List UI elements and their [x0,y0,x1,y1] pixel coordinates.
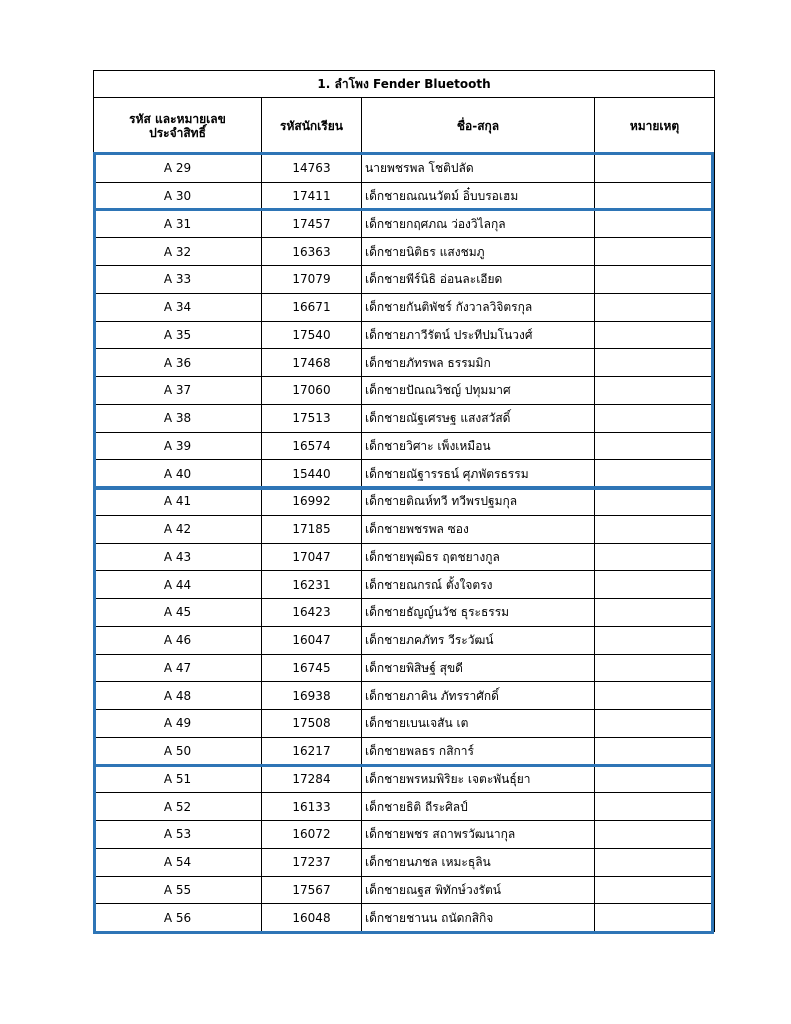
cell-student-id: 17047 [262,543,362,571]
cell-note [595,349,715,377]
cell-note [595,737,715,765]
cell-student-id: 14763 [262,155,362,183]
cell-code: A 33 [94,266,262,294]
table-row [94,571,715,599]
cell-note [595,904,715,932]
cell-student-id: 16048 [262,904,362,932]
header-note: หมายเหตุ [595,98,715,155]
cell-code: A 44 [94,571,262,599]
table-row [94,488,715,516]
cell-name: เด็กชายธิติ ถีระศิลป์ [362,793,595,821]
cell-note [595,848,715,876]
cell-student-id: 17185 [262,515,362,543]
cell-student-id: 17508 [262,710,362,738]
cell-code: A 46 [94,626,262,654]
cell-name: นายพชรพล โชติปลัด [362,155,595,183]
cell-student-id: 16423 [262,599,362,627]
table-row [94,904,715,932]
table-row [94,737,715,765]
cell-name: เด็กชายธัญญ์นวัช ธุระธรรม [362,599,595,627]
cell-code: A 51 [94,765,262,793]
cell-note [595,765,715,793]
cell-note [595,238,715,266]
cell-code: A 55 [94,876,262,904]
cell-note [595,682,715,710]
cell-code: A 52 [94,793,262,821]
cell-student-id: 17468 [262,349,362,377]
table-row [94,654,715,682]
header-name: ชื่อ-สกุล [362,98,595,155]
cell-student-id: 16363 [262,238,362,266]
table-row [94,682,715,710]
table-row [94,432,715,460]
cell-code: A 35 [94,321,262,349]
cell-code: A 29 [94,155,262,183]
cell-name: เด็กชายติณห์ทวี ทวีพรปฐมกุล [362,488,595,516]
cell-student-id: 17079 [262,266,362,294]
cell-note [595,266,715,294]
cell-name: เด็กชายพชรพล ซอง [362,515,595,543]
table-row [94,321,715,349]
table-row [94,349,715,377]
table-title: 1. ลำโพง Fender Bluetooth [94,71,715,98]
cell-student-id: 17457 [262,210,362,238]
cell-code: A 37 [94,377,262,405]
cell-name: เด็กชายพุฒิธร ฤตชยางกูล [362,543,595,571]
cell-name: เด็กชายภคภัทร วีระวัฒน์ [362,626,595,654]
cell-student-id: 15440 [262,460,362,488]
assignment-table [93,70,715,932]
cell-student-id: 17411 [262,182,362,210]
table-row [94,460,715,488]
cell-note [595,321,715,349]
cell-note [595,488,715,516]
table-row [94,710,715,738]
cell-note [595,460,715,488]
cell-name: เด็กชายพชร สถาพรวัฒนากุล [362,821,595,849]
cell-name: เด็กชายภาคิน ภัทรราศักดิ์ [362,682,595,710]
table-row [94,793,715,821]
cell-name: เด็กชายณัฐเศรษฐ แสงสวัสดิ์ [362,404,595,432]
cell-note [595,515,715,543]
cell-note [595,821,715,849]
table-body [94,155,715,932]
cell-student-id: 16992 [262,488,362,516]
cell-code: A 36 [94,349,262,377]
cell-note [595,182,715,210]
cell-note [595,432,715,460]
cell-code: A 56 [94,904,262,932]
cell-code: A 50 [94,737,262,765]
cell-name: เด็กชายกฤศภณ ว่องวิไลกุล [362,210,595,238]
cell-code: A 31 [94,210,262,238]
cell-name: เด็กชายเบนเจสัน เต [362,710,595,738]
table-row [94,238,715,266]
cell-code: A 38 [94,404,262,432]
cell-note [595,155,715,183]
table-row [94,876,715,904]
table-row [94,404,715,432]
cell-name: เด็กชายณัฐารรธน์ ศุภพัตรธรรม [362,460,595,488]
cell-name: เด็กชายภัทรพล ธรรมมิก [362,349,595,377]
cell-note [595,654,715,682]
table-row [94,765,715,793]
cell-note [595,210,715,238]
cell-note [595,404,715,432]
cell-student-id: 16938 [262,682,362,710]
cell-name: เด็กชายณฐส พิทักษ์วงรัตน์ [362,876,595,904]
cell-code: A 54 [94,848,262,876]
table-row [94,377,715,405]
cell-code: A 30 [94,182,262,210]
cell-note [595,710,715,738]
cell-code: A 47 [94,654,262,682]
cell-student-id: 16231 [262,571,362,599]
table-row [94,543,715,571]
cell-code: A 49 [94,710,262,738]
cell-student-id: 16047 [262,626,362,654]
cell-note [595,377,715,405]
cell-name: เด็กชายณกรณ์ ตั้งใจตรง [362,571,595,599]
cell-name: เด็กชายพลธร กสิการ์ [362,737,595,765]
cell-student-id: 16217 [262,737,362,765]
header-code-line2: ประจำสิทธิ์ [149,126,206,140]
cell-code: A 53 [94,821,262,849]
table-row [94,155,715,183]
cell-code: A 39 [94,432,262,460]
cell-code: A 43 [94,543,262,571]
cell-name: เด็กชายนิติธร แสงชมภู [362,238,595,266]
cell-note [595,876,715,904]
cell-student-id: 17237 [262,848,362,876]
cell-student-id: 16745 [262,654,362,682]
cell-student-id: 17284 [262,765,362,793]
table-row [94,293,715,321]
table-row [94,266,715,294]
cell-name: เด็กชายพิสิษฐ์ สุขดี [362,654,595,682]
cell-student-id: 17540 [262,321,362,349]
cell-code: A 42 [94,515,262,543]
cell-student-id: 16072 [262,821,362,849]
table-row [94,515,715,543]
cell-code: A 40 [94,460,262,488]
table-row [94,210,715,238]
cell-student-id: 17513 [262,404,362,432]
cell-student-id: 17567 [262,876,362,904]
cell-name: เด็กชายพีร์นิธิ อ่อนละเอียด [362,266,595,294]
cell-student-id: 17060 [262,377,362,405]
table-row [94,821,715,849]
cell-note [595,626,715,654]
cell-note [595,599,715,627]
header-code [94,98,262,155]
cell-code: A 34 [94,293,262,321]
cell-note [595,793,715,821]
table-row [94,626,715,654]
cell-code: A 45 [94,599,262,627]
cell-name: เด็กชายณณนวัตม์ อิ๋บบรอเฮม [362,182,595,210]
cell-code: A 48 [94,682,262,710]
header-student-id: รหัสนักเรียน [262,98,362,155]
cell-code: A 32 [94,238,262,266]
cell-name: เด็กชายปัณณวิชญ์ ปทุมมาศ [362,377,595,405]
header-code-line1: รหัส และหมายเลข [129,112,226,126]
cell-student-id: 16671 [262,293,362,321]
table-row [94,599,715,627]
cell-note [595,293,715,321]
cell-name: เด็กชายนภชล เหมะธุลิน [362,848,595,876]
cell-note [595,571,715,599]
table-row [94,182,715,210]
cell-name: เด็กชายวิศาะ เพ็งเหมือน [362,432,595,460]
cell-name: เด็กชายชานน ถนัดกสิกิจ [362,904,595,932]
cell-student-id: 16574 [262,432,362,460]
cell-note [595,543,715,571]
cell-name: เด็กชายพรหมพิริยะ เจตะพันธุ์ยา [362,765,595,793]
table-row [94,848,715,876]
cell-name: เด็กชายภาวีรัตน์ ประทีปมโนวงศ์ [362,321,595,349]
cell-code: A 41 [94,488,262,516]
cell-student-id: 16133 [262,793,362,821]
cell-name: เด็กชายกันติพัชร์ กังวาลวิจิตรกุล [362,293,595,321]
